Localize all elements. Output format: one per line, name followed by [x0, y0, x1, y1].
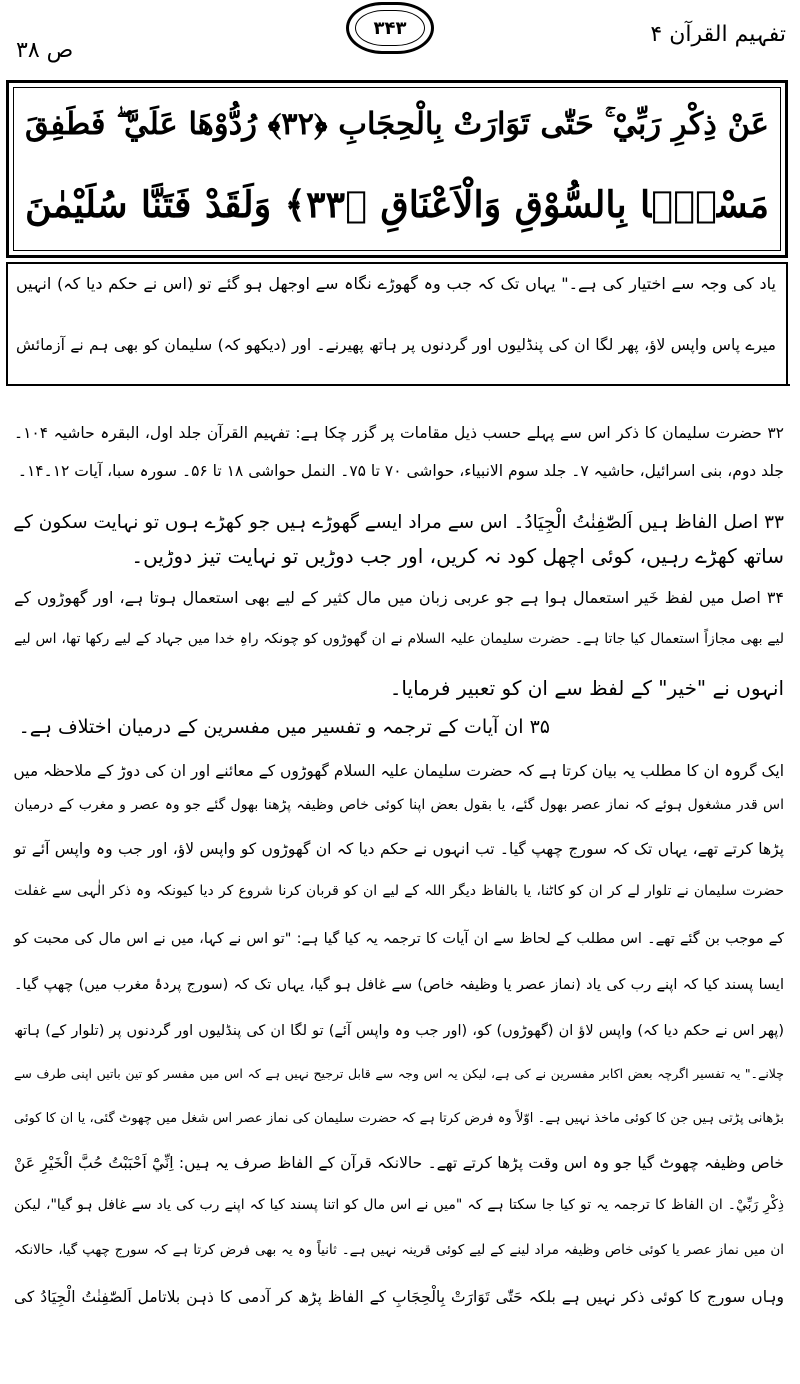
book-title: تفہیم القرآن ۴: [650, 22, 786, 47]
note-line: لیے بھی مجازاً استعمال کیا جاتا ہے۔ حضرت سلیمان علیہ السلام نے ان گھوڑوں کو چونکہ راہِ خدا میں جہاد کے لیے رکھا تھا، اس لیے: [14, 631, 784, 647]
verse-line: مَسْحًۢا بِالسُّوْقِ وَالْاَعْنَاقِ ﴿۳۳﴾ وَلَقَدْ فَتَنَّا سُلَيْمٰنَ: [25, 183, 769, 226]
note-line: ۳۲ حضرت سلیمان کا ذکر اس سے پہلے حسب ذیل مقامات پر گزر چکا ہے: تفہیم القرآن جلد اول، البقرہ حاشیہ ۱۰۴۔: [14, 424, 784, 442]
page-header: [0, 0, 800, 80]
page-number-ornament: [346, 2, 434, 54]
note-line: کے موجب بن گئے تھے۔ اس مطلب کے لحاظ سے ان آیات کا ترجمہ یہ کیا گیا ہے: "تو اس نے کہا، میں نے اس مال کی محبت کو: [14, 931, 784, 947]
note-line: انہوں نے "خیر" کے لفظ سے ان کو تعبیر فرمایا۔: [389, 676, 784, 700]
note-line: بڑھانی پڑتی ہیں جن کا کوئی ماخذ نہیں ہے۔ اوّلاً وہ فرض کرتا ہے کہ حضرت سلیمان کی نماز عصر اس شغل میں چھوٹ گئی، یا ان کا کوئی: [14, 1111, 784, 1126]
note-line: ان میں نماز عصر یا کوئی خاص وظیفہ مراد لینے کے لیے کوئی قرینہ نہیں ہے۔ ثانیاً وہ یہ بھی فرض کرتا ہے کہ سورج چھپ گیا، حالانکہ: [14, 1242, 784, 1258]
note-line: حضرت سلیمان نے تلوار لے کر ان کو کاٹنا، یا بالفاظ دیگر اللہ کے لیے ان کو قربان کرنا شروع کر دیا کیونکہ وہ ذکر الٰہی سے غفلت: [14, 883, 784, 899]
note-line: (پھر اس نے حکم دیا کہ) واپس لاؤ ان (گھوڑوں) کو، (اور جب وہ واپس آئے) تو لگا ان کی پنڈلیوں اور گردنوں پر (تلوار کے) ہاتھ: [14, 1023, 784, 1039]
verse-line: عَنْ ذِكْرِ رَبِّيْ ۚ حَتّٰى تَوَارَتْ بِالْحِجَابِ ﴿۳۲﴾ رُدُّوْهَا عَلَيَّ ۖ فَطَفِقَ: [25, 106, 769, 142]
translation-box: [6, 262, 788, 386]
translation-line: یاد کی وجہ سے اختیار کی ہے۔" یہاں تک کہ جب وہ گھوڑے نگاہ سے اوجھل ہو گئے تو (اس نے حکم دیا کہ) انہیں: [16, 274, 776, 293]
note-line: پڑھا کرتے تھے، یہاں تک کہ سورج چھپ گیا۔ تب انہوں نے حکم دیا کہ ان گھوڑوں کو واپس لاؤ، اور جب وہ واپس آئے تو: [14, 840, 784, 858]
note-line: ذِكْرِ رَبِّيْ۔ ان الفاظ کا ترجمہ یہ تو کیا جا سکتا ہے کہ "میں نے اس مال کو اتنا پسند کیا کہ اپنے رب کی یاد سے غافل ہو گیا"، لیکن: [14, 1197, 784, 1213]
note-line: ۳۴ اصل میں لفظ خَیر استعمال ہوا ہے جو عربی زبان میں مال کثیر کے لیے بھی استعمال ہوتا ہے، اور گھوڑوں کے: [14, 588, 784, 607]
note-line: ۳۵ ان آیات کے ترجمہ و تفسیر میں مفسرین کے درمیان اختلاف ہے۔: [18, 716, 550, 738]
note-line: جلد دوم، بنی اسرائیل، حاشیہ ۷۔ جلد سوم الانبیاء، حواشی ۷۰ تا ۷۵۔ النمل حواشی ۱۸ تا ۵۶۔ سورہ سبا، آیات ۱۲۔۱۴۔: [17, 462, 784, 480]
note-line: اس قدر مشغول ہوئے کہ نماز عصر بھول گئے، یا بقول بعض اپنا کوئی خاص وظیفہ پڑھنا بھول گئے جو وہ عصر و مغرب کے درمیان: [14, 797, 784, 813]
note-line: ایسا پسند کیا کہ اپنے رب کی یاد (نماز عصر یا وظیفہ خاص) سے غافل ہو گیا، یہاں تک کہ (سورج پردۂ مغرب میں) چھپ گیا۔: [14, 977, 784, 993]
page-reference: ص ۳۸: [16, 38, 74, 63]
ornament-text: ۳۴۳: [373, 17, 407, 39]
note-line: ایک گروہ ان کا مطلب یہ بیان کرتا ہے کہ حضرت سلیمان علیہ السلام گھوڑوں کے معائنے اور ان کی دوڑ کے ملاحظہ میں: [13, 762, 784, 780]
note-line: وہاں سورج کا کوئی ذکر نہیں ہے بلکہ حَتّٰى تَوَارَتْ بِالْحِجَابِ کے الفاظ پڑھ کر آدمی کا ذہن بلاتامل اَلصّٰفِنٰتُ الْجِيَادُ کی: [14, 1288, 784, 1306]
note-line: خاص وظیفہ چھوٹ گیا جو وہ اس وقت پڑھا کرتے تھے۔ حالانکہ قرآن کے الفاظ صرف یہ ہیں: اِنِّيْٓ اَحْبَبْتُ حُبَّ الْخَيْرِ عَنْ: [14, 1154, 784, 1172]
note-line: ۳۳ اصل الفاظ ہیں اَلصّٰفِنٰتُ الْجِيَادُ۔ اس سے مراد ایسے گھوڑے ہیں جو کھڑے ہوں تو نہایت سکون کے: [13, 512, 784, 533]
divider: [8, 384, 790, 386]
note-line: ساتھ کھڑے رہیں، کوئی اچھل کود نہ کریں، اور جب دوڑیں تو نہایت تیز دوڑیں۔: [131, 544, 784, 568]
arabic-verse-box: [6, 80, 788, 258]
note-line: چلانے۔" یہ تفسیر اگرچہ بعض اکابر مفسرین نے کی ہے، لیکن یہ اس وجہ سے قابل ترجیح نہیں ہے کہ اس میں مفسر کو تین باتیں اپنی طرف سے: [14, 1066, 784, 1081]
translation-line: میرے پاس واپس لاؤ، پھر لگا ان کی پنڈلیوں اور گردنوں پر ہاتھ پھیرنے۔ اور (دیکھو کہ) سلیمان کو بھی ہم نے آزمائش: [16, 336, 776, 354]
